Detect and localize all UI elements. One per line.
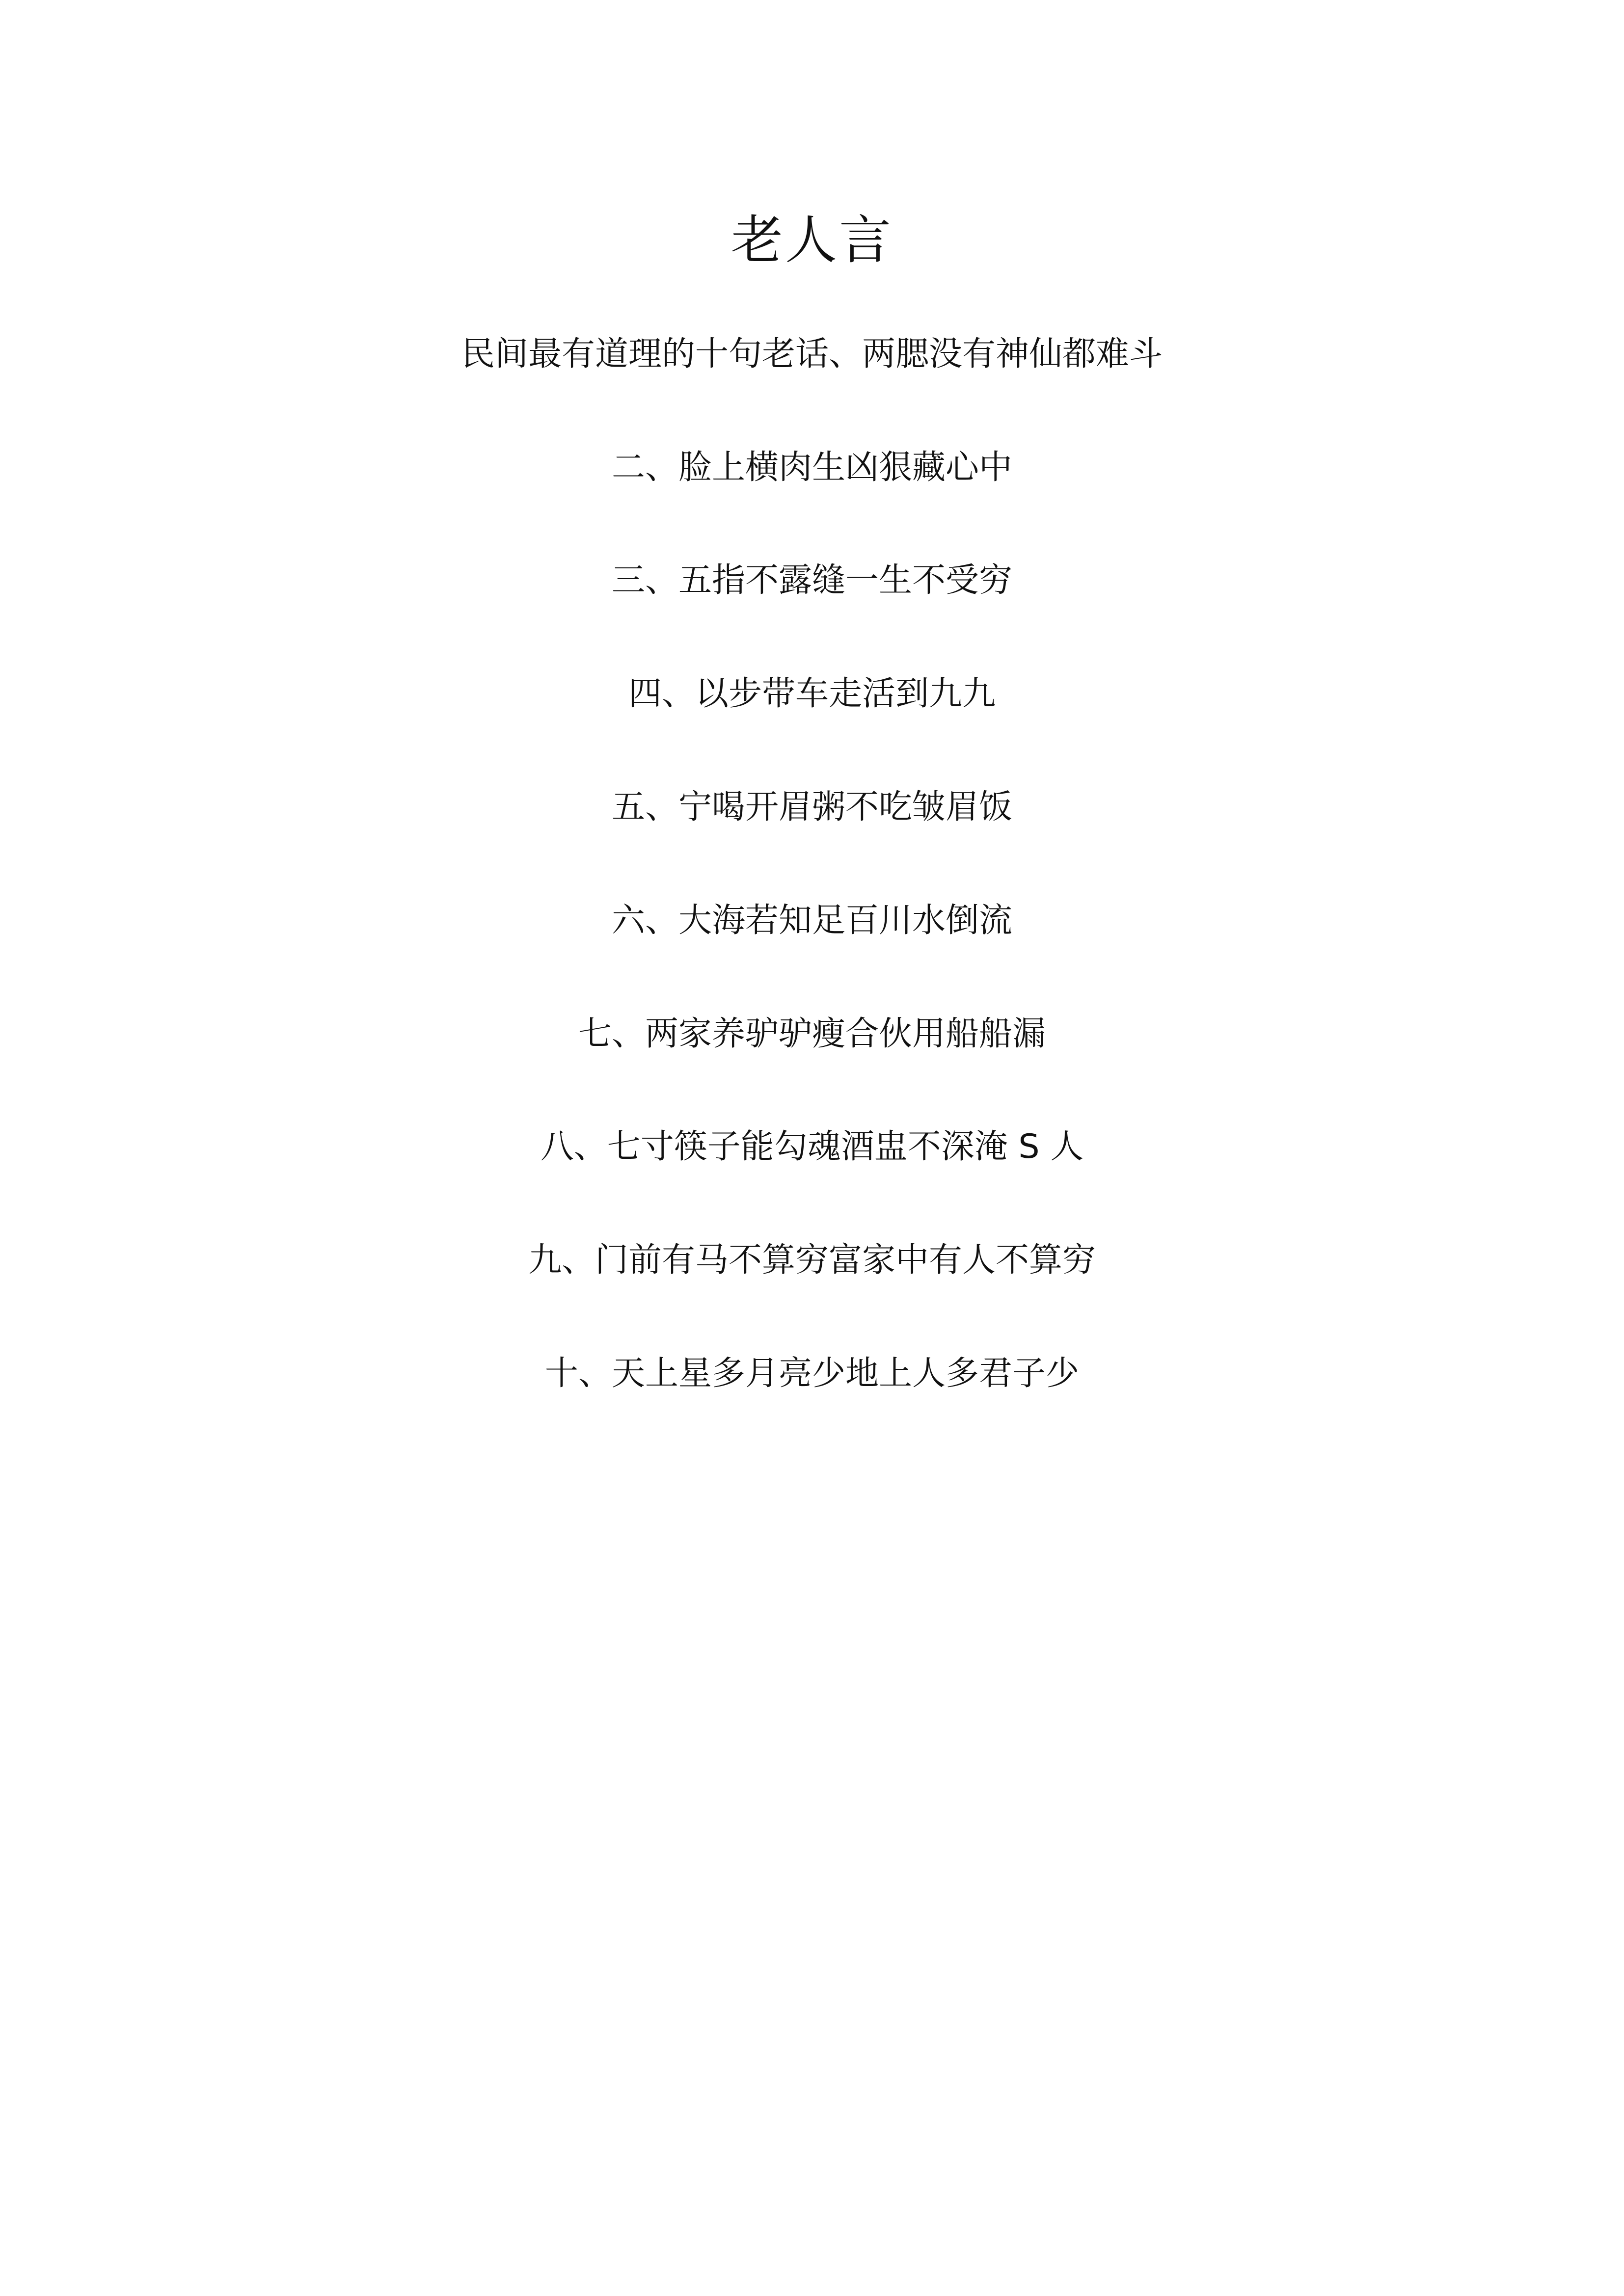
- saying-line-2: 二、脸上横肉生凶狠藏心中: [611, 448, 1012, 487]
- saying-line-5: 五、宁喝开眉粥不吃皱眉饭: [611, 788, 1012, 827]
- saying-line-3: 三、五指不露缝一生不受穷: [611, 561, 1012, 600]
- saying-line-intro: 民间最有道理的十句老话、两腮没有神仙都难斗: [461, 335, 1163, 374]
- document-title: 老人言: [731, 210, 893, 270]
- saying-line-10: 十、天上星多月亮少地上人多君子少: [544, 1354, 1079, 1393]
- saying-line-4: 四、以步带车走活到九九: [628, 674, 996, 713]
- saying-line-6: 六、大海若知足百川水倒流: [611, 901, 1012, 940]
- saying-line-9: 九、门前有马不算穷富家中有人不算穷: [528, 1241, 1096, 1280]
- saying-line-8: 八、七寸筷子能勾魂酒盅不深淹 S 人: [540, 1127, 1084, 1166]
- saying-line-7: 七、两家养驴驴瘦合伙用船船漏: [578, 1015, 1046, 1053]
